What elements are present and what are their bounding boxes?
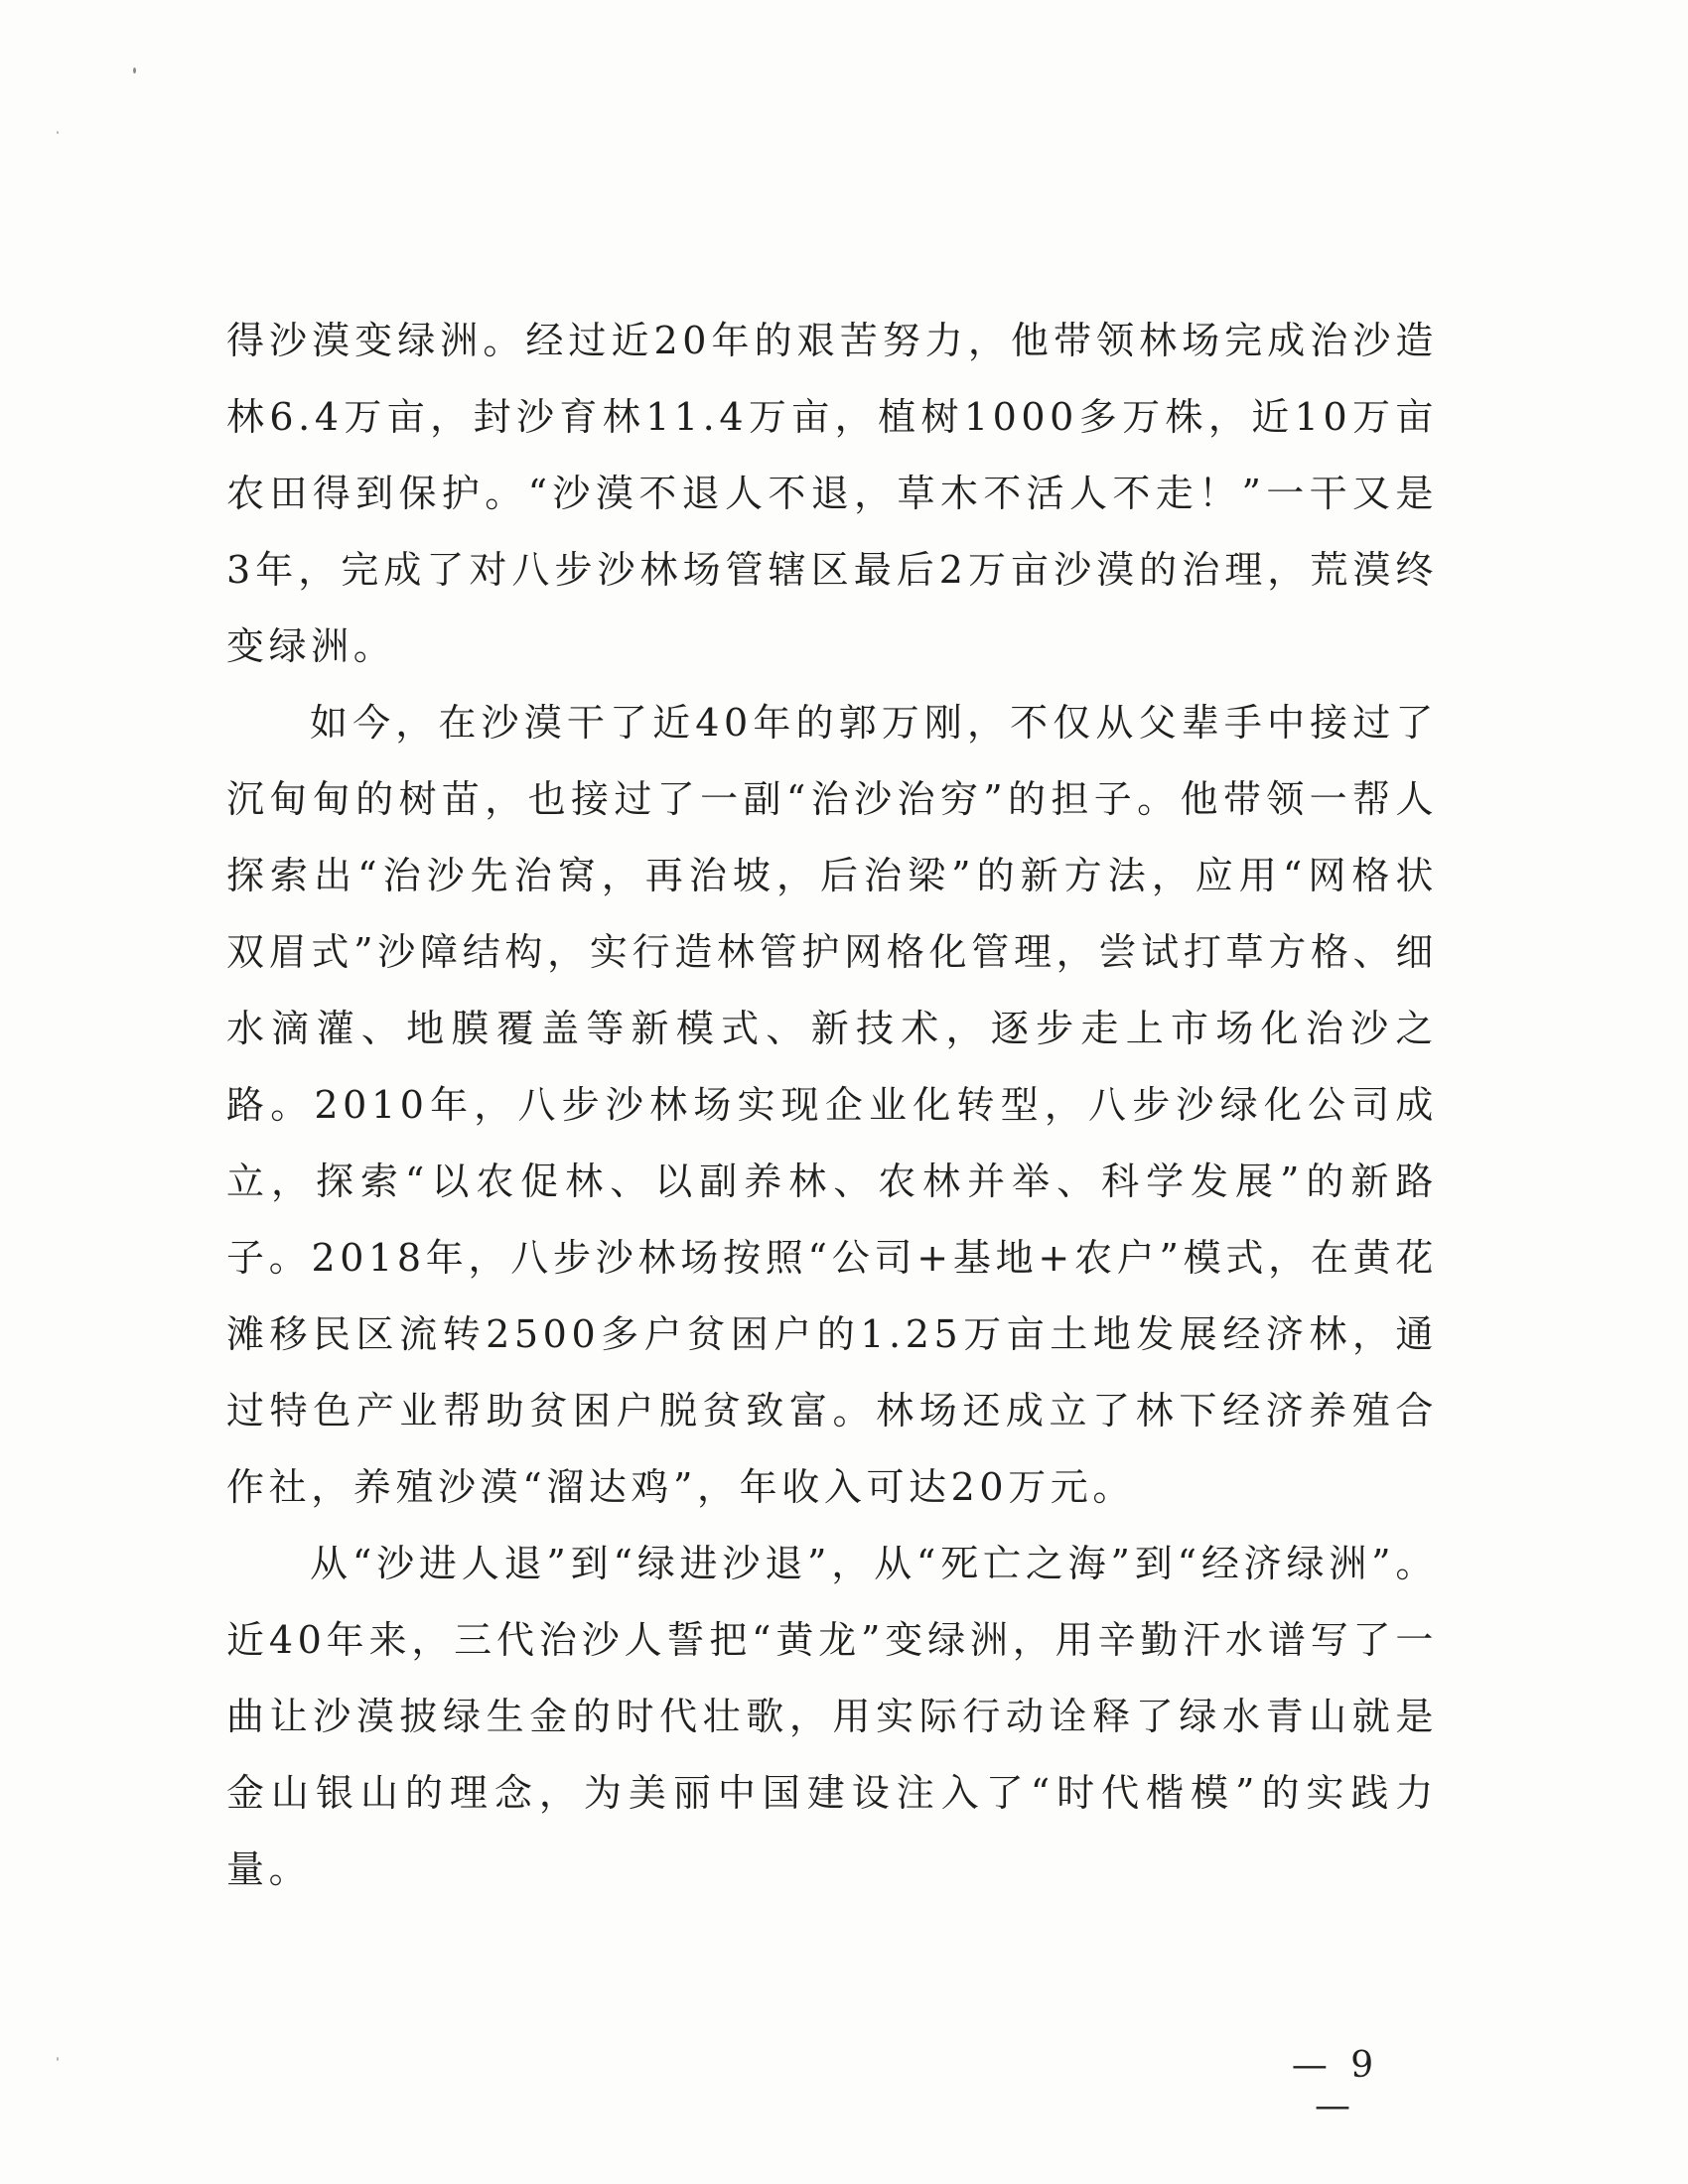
paragraph: 如今，在沙漠干了近40年的郭万刚，不仅从父辈手中接过了沉甸甸的树苗，也接过了一副“治沙治穷”的担子。他带领一帮人探索出“治沙先治窝，再治坡，后治梁”的新方法，应用“网格状双眉式”沙障结构，实行造林管护网格化管理，尝试打草方格、细水滴灌、地膜覆盖等新模式、新技术，逐步走上市场化治沙之路。2010年，八步沙林场实现企业化转型，八步沙绿化公司成立，探索“以农促林、以副养林、农林并举、科学发展”的新路子。2018年，八步沙林场按照“公司+基地+农户”模式，在黄花滩移民区流转2500多户贫困户的1.25万亩土地发展经济林，通过特色产业帮助贫困户脱贫致富。林场还成立了林下经济养殖合作社，养殖沙漠“溜达鸡”，年收入可达20万元。 [226, 701, 1438, 1509]
scan-speck [57, 131, 59, 134]
paragraph: 从“沙进人退”到“绿进沙退”，从“死亡之海”到“经济绿洲”。近40年来，三代治沙人誓把“黄龙”变绿洲，用辛勤汗水谱写了一曲让沙漠披绿生金的时代壮歌，用实际行动诠释了绿水青山就是金山银山的理念，为美丽中国建设注入了“时代楷模”的实践力量。 [226, 1542, 1438, 1891]
paragraph-continued: 得沙漠变绿洲。经过近20年的艰苦努力，他带领林场完成治沙造林6.4万亩，封沙育林11.4万亩，植树1000多万株，近10万亩农田得到保护。“沙漠不退人不退，草木不活人不走！”一干又是3年，完成了对八步沙林场管辖区最后2万亩沙漠的治理，荒漠终变绿洲。 [226, 319, 1438, 668]
scan-speck [57, 2057, 59, 2061]
scan-speck [133, 68, 136, 73]
page-number: — 9 — [1291, 2045, 1380, 2126]
document-body [226, 303, 1438, 1908]
